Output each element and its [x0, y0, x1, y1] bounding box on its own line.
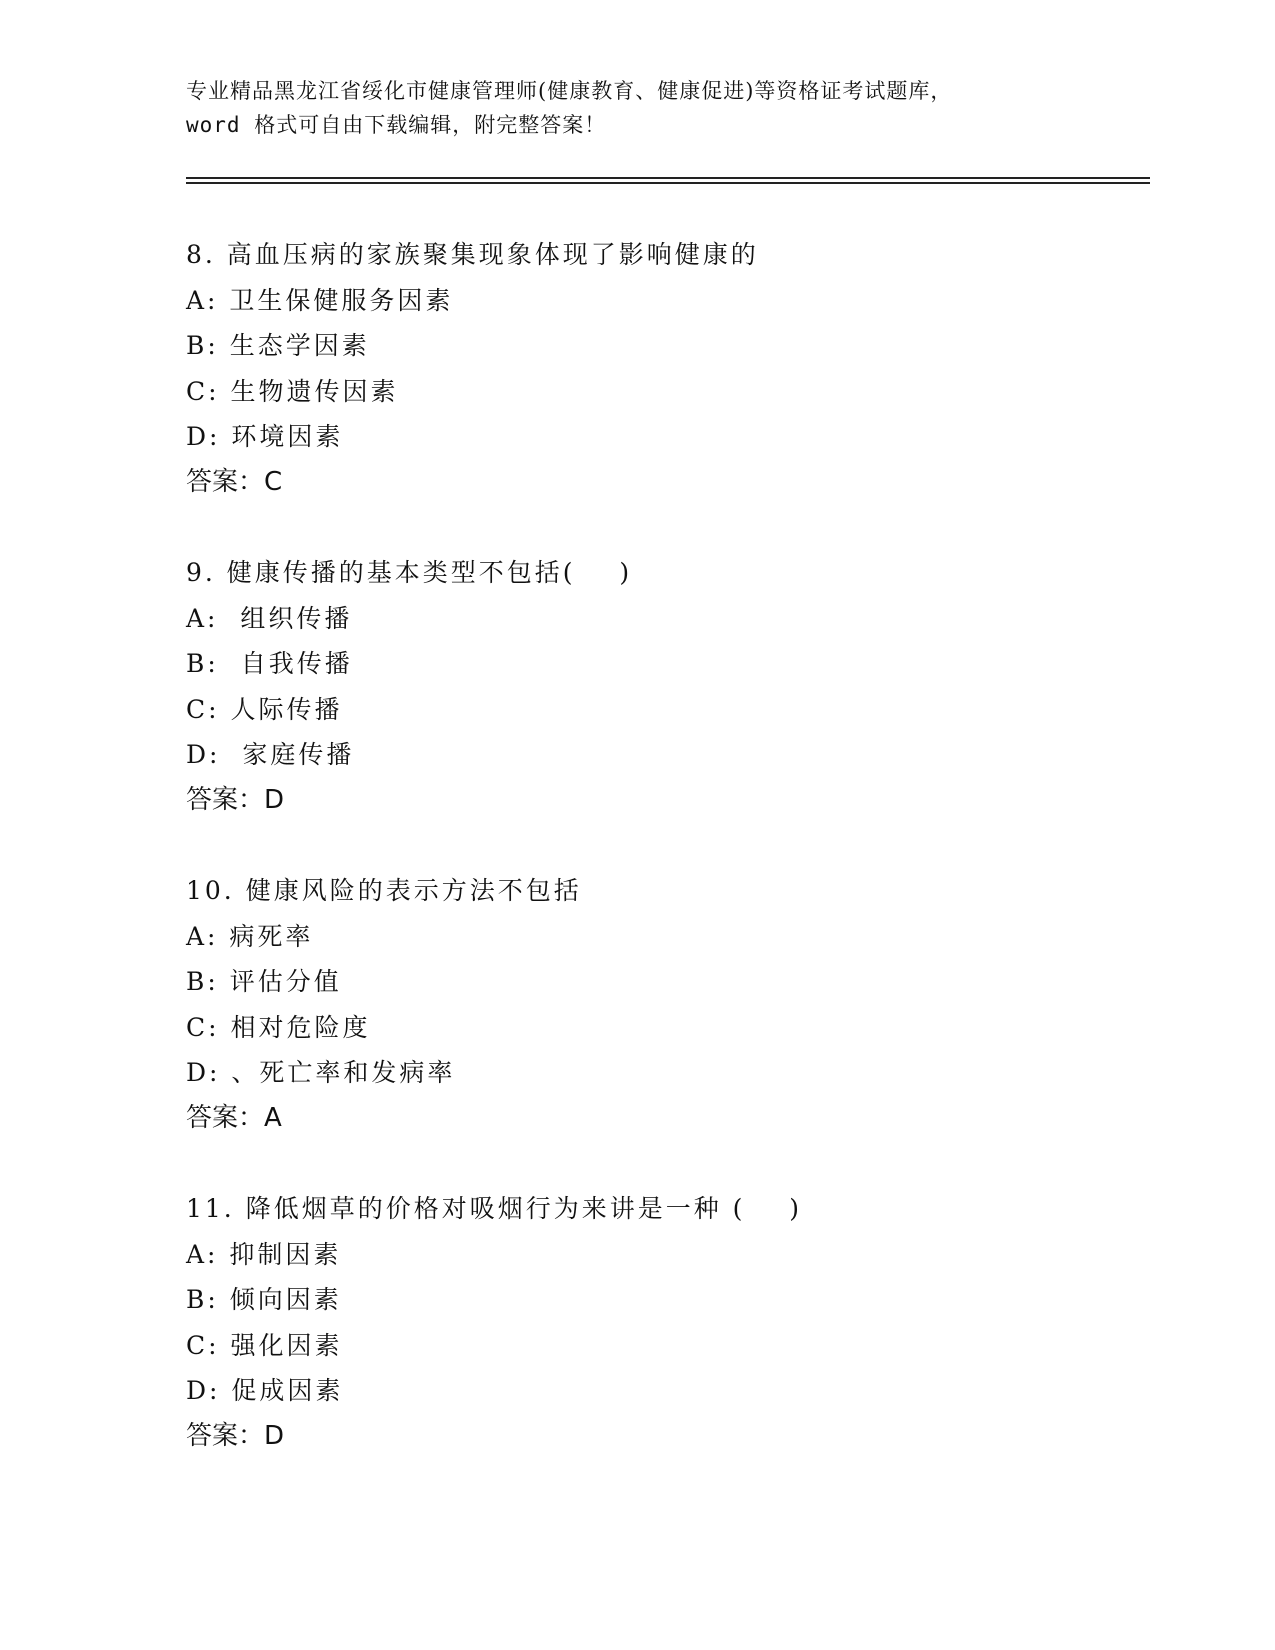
option-b: B: 自我传播 [186, 649, 353, 678]
option-a: A: 病死率 [186, 921, 314, 951]
option-d: D: 、死亡率和发病率 [186, 1058, 456, 1087]
option-d: D: 环境因素 [186, 422, 344, 451]
option-d: D: 促成因素 [186, 1376, 344, 1405]
answer-line: 答案：D [186, 1420, 285, 1451]
question-stem: 11. 降低烟草的价格对吸烟行为来讲是一种 ( ) [186, 1194, 802, 1223]
document-header [186, 74, 1086, 142]
option-c: C: 人际传播 [186, 694, 343, 724]
option-c: C: 相对危险度 [186, 1012, 371, 1042]
question-8 [186, 232, 1146, 505]
question-9 [186, 550, 1146, 823]
option-a: A: 组织传播 [186, 603, 353, 633]
option-a: A: 抑制因素 [186, 1239, 342, 1269]
question-11 [186, 1186, 1146, 1459]
option-c: C: 强化因素 [186, 1330, 343, 1360]
option-d: D: 家庭传播 [186, 740, 355, 769]
option-b: B: 生态学因素 [186, 331, 370, 360]
question-list [186, 232, 1146, 1504]
answer-line: 答案：A [186, 1102, 282, 1133]
option-b: B: 评估分值 [186, 967, 342, 996]
question-stem: 8. 高血压病的家族聚集现象体现了影响健康的 [186, 240, 759, 269]
answer-line: 答案：C [186, 466, 283, 497]
question-stem: 10. 健康风险的表示方法不包括 [186, 876, 582, 905]
question-stem: 9. 健康传播的基本类型不包括( ) [186, 558, 633, 587]
option-b: B: 倾向因素 [186, 1285, 342, 1314]
option-c: C: 生物遗传因素 [186, 376, 399, 406]
header-line-1: 专业精品黑龙江省绥化市健康管理师(健康教育、健康促进)等资格证考试题库， [186, 79, 953, 103]
header-line-2: word 格式可自由下载编辑，附完整答案！ [186, 113, 607, 137]
option-a: A: 卫生保健服务因素 [186, 285, 454, 315]
answer-line: 答案：D [186, 784, 285, 815]
header-divider-bottom [186, 182, 1150, 184]
question-10 [186, 868, 1146, 1141]
header-divider-top [186, 177, 1150, 179]
